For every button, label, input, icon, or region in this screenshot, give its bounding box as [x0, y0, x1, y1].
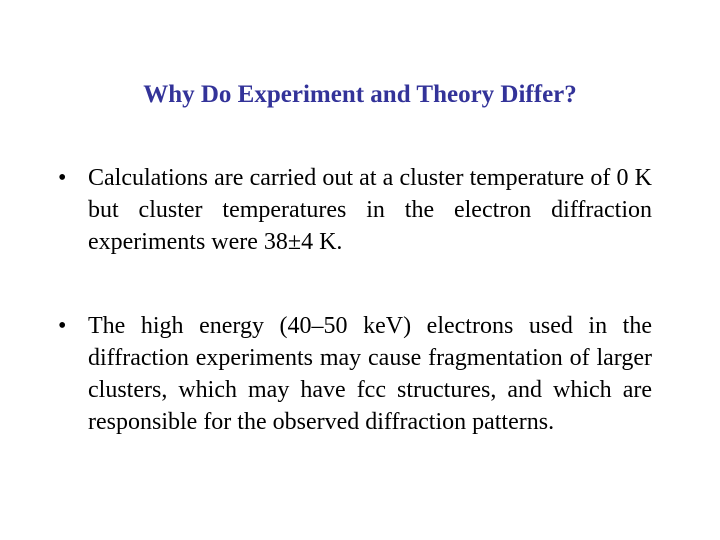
bullet-text-fragmentation: The high energy (40–50 keV) electrons used in the diffraction experiments may cause fragmentation of larger clusters, which may have fcc structures, and which are responsible for the observed diffraction patterns.: [88, 313, 652, 435]
slide-title: Why Do Experiment and Theory Differ?: [143, 81, 577, 108]
bullet-text-temperature: Calculations are carried out at a cluster temperature of 0 K but cluster temperatures in the electron diffraction experiments were 38±4 K.: [88, 165, 652, 255]
bullet-marker: •: [58, 165, 67, 191]
bullet-marker: •: [58, 313, 67, 339]
bullet-item: [58, 310, 652, 438]
bullet-list: [58, 162, 652, 490]
bullet-item: [58, 162, 652, 258]
